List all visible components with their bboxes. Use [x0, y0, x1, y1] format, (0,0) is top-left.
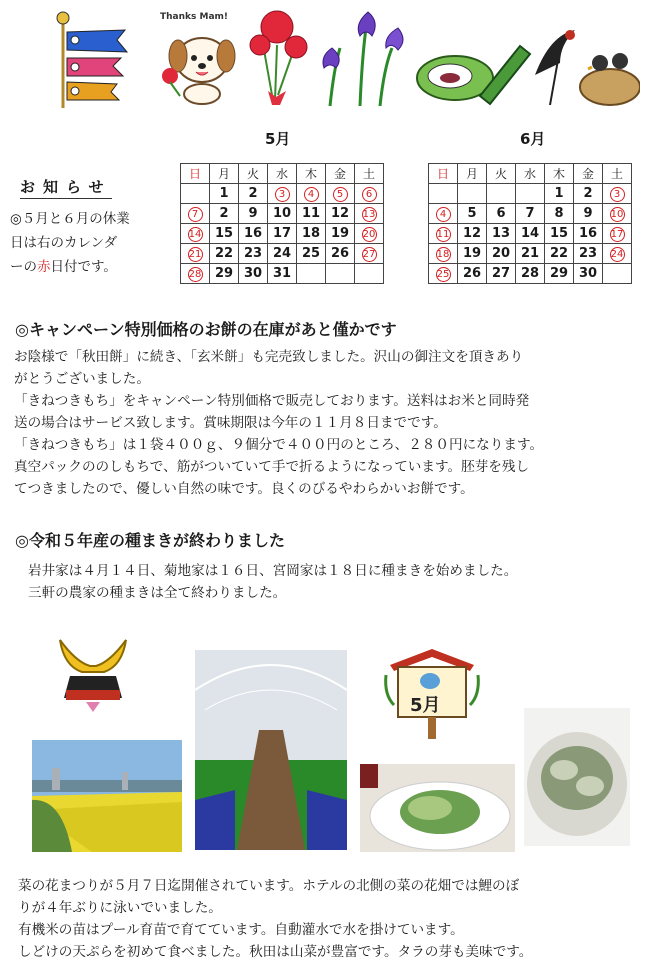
- kabuto-illustration: [52, 632, 134, 714]
- calendar-day-header: 金: [574, 164, 603, 184]
- calendar-day: 30: [239, 264, 268, 284]
- kashiwa-mochi-illustration: [410, 38, 535, 108]
- section-heading-sowing: ◎令和５年産の種まきが終わりました: [15, 531, 285, 550]
- may-title: 5月: [265, 130, 291, 148]
- calendar-day: 18: [429, 244, 458, 264]
- festival-paragraph: [18, 875, 646, 963]
- calendar-day: 22: [210, 244, 239, 264]
- notice-title: お知らせ: [20, 176, 112, 199]
- calendar-day-header: 木: [297, 164, 326, 184]
- calendar-day: [487, 184, 516, 204]
- calendar-day: 7: [181, 204, 210, 224]
- greenhouse-seedlings-photo: [195, 650, 347, 850]
- calendar-day: 20: [487, 244, 516, 264]
- calendar-day: [458, 184, 487, 204]
- puppy-caption: Thanks Mam!: [160, 12, 229, 22]
- notice-line: ◎５月と６月の休業: [10, 211, 130, 227]
- calendar-day: 16: [239, 224, 268, 244]
- calendar-day: 17: [603, 224, 632, 244]
- calendar-day: 29: [545, 264, 574, 284]
- puppy-carnation-illustration: [150, 12, 245, 107]
- calendar-day-header: 日: [429, 164, 458, 184]
- calendar-day: 13: [355, 204, 384, 224]
- june-calendar: [428, 163, 632, 284]
- calendar-day: 6: [487, 204, 516, 224]
- calendar-day: 2: [210, 204, 239, 224]
- calendar-day: 23: [574, 244, 603, 264]
- red-word: 赤: [37, 259, 51, 275]
- may-calendar: [180, 163, 384, 284]
- calendar-day: 21: [516, 244, 545, 264]
- calendar-day: 27: [355, 244, 384, 264]
- calendar-day-header: 月: [210, 164, 239, 184]
- calendar-day: 11: [297, 204, 326, 224]
- calendar-day: 28: [181, 264, 210, 284]
- calendar-day: [181, 184, 210, 204]
- calendar-day: 15: [545, 224, 574, 244]
- paragraph-line: 送の場合はサービス致します。賞味期限は今年の１１月８日までです。: [14, 415, 447, 431]
- campaign-paragraph: [14, 346, 644, 500]
- paragraph-line: 菜の花まつりが５月７日迄開催されています。ホテルの北側の菜の花畑では鯉のぼ: [18, 878, 520, 894]
- tempura-plate-photo: [360, 764, 515, 852]
- calendar-day: 6: [355, 184, 384, 204]
- calendar-day: 4: [429, 204, 458, 224]
- calendar-day: 21: [181, 244, 210, 264]
- calendar-day: 23: [239, 244, 268, 264]
- calendar-day: 5: [326, 184, 355, 204]
- calendar-day: 30: [574, 264, 603, 284]
- calendar-day: 10: [268, 204, 297, 224]
- paragraph-line: てつきましたので、優しい自然の味です。良くのびるやわらかいお餅です。: [14, 481, 474, 497]
- signboard-label: 5月: [410, 695, 441, 716]
- paragraph-line: お陰様で「秋田餅」に続き、「玄米餅」も完売致しました。沢山の御注文を頂きあり: [14, 349, 524, 365]
- calendar-day: 20: [355, 224, 384, 244]
- calendar-day: 2: [239, 184, 268, 204]
- calendar-day: 19: [326, 224, 355, 244]
- notice-text: [10, 207, 180, 279]
- notice-line: 日は右のカレンダ: [10, 235, 118, 251]
- calendar-day: 12: [458, 224, 487, 244]
- calendar-day: [355, 264, 384, 284]
- calendar-day: 18: [297, 224, 326, 244]
- paragraph-line: りが４年ぶりに泳いでいました。: [18, 900, 222, 916]
- calendar-day: 15: [210, 224, 239, 244]
- calendar-day: [603, 264, 632, 284]
- koinobori-illustration: [55, 8, 135, 110]
- carnation-illustration: [242, 5, 312, 110]
- notice-line: ーの赤日付です。: [10, 259, 117, 275]
- may-signboard-illustration: [382, 645, 482, 740]
- section-heading-campaign: ◎キャンペーン特別価格のお餅の在庫があと僅かです: [15, 320, 397, 339]
- calendar-day: 3: [603, 184, 632, 204]
- calendar-day: 9: [574, 204, 603, 224]
- calendar-day: 1: [210, 184, 239, 204]
- calendar-day: 22: [545, 244, 574, 264]
- calendar-day: 9: [239, 204, 268, 224]
- calendar-day-header: 金: [326, 164, 355, 184]
- calendar-day: 19: [458, 244, 487, 264]
- calendar-day: [297, 264, 326, 284]
- calendar-day: 5: [458, 204, 487, 224]
- calendar-day: 11: [429, 224, 458, 244]
- calendar-day: 26: [458, 264, 487, 284]
- calendar-day: 25: [297, 244, 326, 264]
- calendar-day: 10: [603, 204, 632, 224]
- paragraph-line: 「きねつきもち」は１袋４００ｇ、９個分で４００円のところ、２８０円になります。: [14, 437, 544, 453]
- paragraph-line: 「きねつきもち」をキャンペーン特別価格で販売しております。送料はお米と同時発: [14, 393, 530, 409]
- iris-illustration: [310, 8, 410, 108]
- paragraph-line: 三軒の農家の種まきは全て終わりました。: [28, 585, 287, 601]
- calendar-day-header: 月: [458, 164, 487, 184]
- paragraph-line: しどけの天ぷらを初めて食べました。秋田は山菜が豊富です。タラの芽も美味です。: [18, 944, 533, 960]
- calendar-day-header: 土: [355, 164, 384, 184]
- paragraph-line: 岩井家は４月１４日、菊地家は１６日、宮岡家は１８日に種まきを始めました。: [28, 563, 518, 579]
- calendar-day: 13: [487, 224, 516, 244]
- calendar-day: 7: [516, 204, 545, 224]
- calendar-day: 27: [487, 264, 516, 284]
- calendar-day: 1: [545, 184, 574, 204]
- calendar-day: [326, 264, 355, 284]
- june-title: 6月: [520, 130, 546, 148]
- calendar-day: 24: [268, 244, 297, 264]
- calendar-day-header: 日: [181, 164, 210, 184]
- calendar-day: [429, 184, 458, 204]
- paragraph-line: 真空パックののしもちで、筋がついていて手で折るようになっています。胚芽を残し: [14, 459, 530, 475]
- calendar-day: 16: [574, 224, 603, 244]
- calendar-day: 28: [516, 264, 545, 284]
- rape-blossom-field-photo: [32, 740, 182, 852]
- calendar-day: 31: [268, 264, 297, 284]
- sansai-tempura-photo: [524, 708, 630, 846]
- calendar-day: 12: [326, 204, 355, 224]
- calendar-day-header: 水: [516, 164, 545, 184]
- calendar-day-header: 水: [268, 164, 297, 184]
- paragraph-line: がとうございました。: [14, 371, 150, 387]
- paragraph-line: 有機米の苗はプール育苗で育てています。自動灌水で水を掛けています。: [18, 922, 464, 938]
- calendar-day: [516, 184, 545, 204]
- calendar-day: 2: [574, 184, 603, 204]
- calendar-day: 17: [268, 224, 297, 244]
- calendar-day: 14: [516, 224, 545, 244]
- calendar-day: 26: [326, 244, 355, 264]
- calendar-day-header: 火: [239, 164, 268, 184]
- calendar-day: 29: [210, 264, 239, 284]
- calendar-day: 3: [268, 184, 297, 204]
- calendar-day: 24: [603, 244, 632, 264]
- swallow-nest-illustration: [530, 15, 640, 110]
- calendar-day-header: 火: [487, 164, 516, 184]
- calendar-day: 25: [429, 264, 458, 284]
- calendar-day: 4: [297, 184, 326, 204]
- calendar-day: 8: [545, 204, 574, 224]
- calendar-day-header: 土: [603, 164, 632, 184]
- calendar-day-header: 木: [545, 164, 574, 184]
- calendar-day: 14: [181, 224, 210, 244]
- sowing-paragraph: [28, 560, 638, 604]
